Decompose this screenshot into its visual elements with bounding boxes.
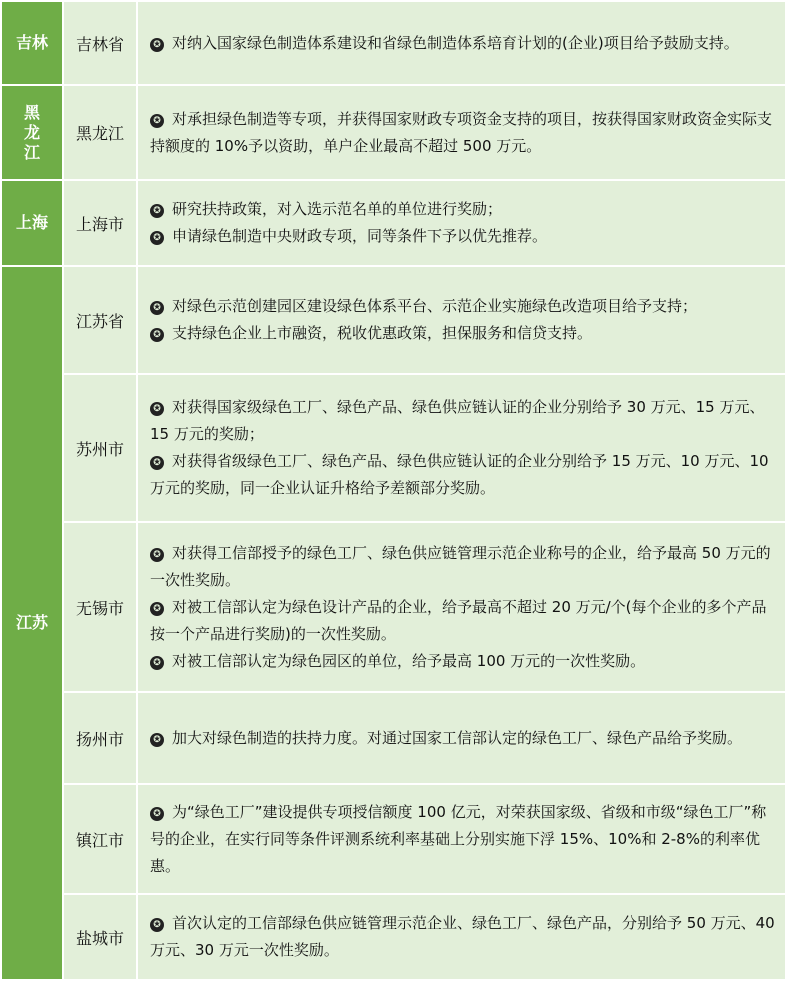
policy-item: ✪ 研究扶持政策，对入选示范名单的单位进行奖励； [150,196,775,223]
table-row [1,85,786,180]
policy-content [137,692,786,784]
star-bullet-icon: ✪ [150,807,164,821]
table-row [1,784,786,894]
policy-content [137,784,786,894]
star-bullet-icon: ✪ [150,231,164,245]
star-bullet-icon: ✪ [150,602,164,616]
star-bullet-icon: ✪ [150,548,164,562]
star-bullet-icon: ✪ [150,456,164,470]
policy-content [137,894,786,980]
policy-content [137,374,786,522]
table-row [1,374,786,522]
star-bullet-icon: ✪ [150,114,164,128]
policy-item: ✪ 为“绿色工厂”建设提供专项授信额度 100 亿元，对荣获国家级、省级和市级“绿色工厂”称号的企业，在实行同等条件评测系统利率基础上分别实施下浮 15%、10%和 2-8%的利率优惠。 [150,802,767,875]
province-cell: 吉林 [1,1,63,85]
star-bullet-icon: ✪ [150,204,164,218]
province-cell: 上海 [1,180,63,266]
star-bullet-icon: ✪ [150,301,164,315]
policy-item: ✪ 首次认定的工信部绿色供应链管理示范企业、绿色工厂、绿色产品，分别给予 50 万元、40 万元、30 万元一次性奖励。 [150,914,775,959]
city-cell: 无锡市 [63,522,137,692]
policy-item: ✪ 支持绿色企业上市融资，税收优惠政策，担保服务和信贷支持。 [150,320,775,347]
table-row [1,522,786,692]
policy-content [137,180,786,266]
city-cell: 苏州市 [63,374,137,522]
policy-item: ✪ 对被工信部认定为绿色设计产品的企业，给予最高不超过 20 万元/个(每个企业的多个产品按一个产品进行奖励)的一次性奖励。 [150,597,767,643]
city-cell: 吉林省 [63,1,137,85]
table-row [1,894,786,980]
policy-item: ✪ 对获得省级绿色工厂、绿色产品、绿色供应链认证的企业分别给予 15 万元、10 万元、10 万元的奖励，同一企业认证升格给予差额部分奖励。 [150,452,769,497]
city-cell: 盐城市 [63,894,137,980]
table-row [1,180,786,266]
province-cell: 江苏 [1,266,63,980]
city-cell: 镇江市 [63,784,137,894]
policy-item: ✪ 对获得国家级绿色工厂、绿色产品、绿色供应链认证的企业分别给予 30 万元、15 万元、15 万元的奖励； [150,398,765,443]
star-bullet-icon: ✪ [150,656,164,670]
city-cell: 江苏省 [63,266,137,374]
policy-content [137,85,786,180]
star-bullet-icon: ✪ [150,328,164,342]
policy-content [137,266,786,374]
city-cell: 扬州市 [63,692,137,784]
policy-item: ✪ 申请绿色制造中央财政专项，同等条件下予以优先推荐。 [150,223,775,250]
star-bullet-icon: ✪ [150,402,164,416]
table-row [1,692,786,784]
policy-content [137,522,786,692]
table-row [1,1,786,85]
policy-item: ✪ 对获得工信部授予的绿色工厂、绿色供应链管理示范企业称号的企业，给予最高 50 万元的一次性奖励。 [150,543,771,589]
city-cell: 黑龙江 [63,85,137,180]
star-bullet-icon: ✪ [150,38,164,52]
star-bullet-icon: ✪ [150,918,164,932]
province-cell: 黑 龙 江 [1,85,63,180]
star-bullet-icon: ✪ [150,733,164,747]
table-row [1,266,786,374]
policy-item: ✪ 对被工信部认定为绿色园区的单位，给予最高 100 万元的一次性奖励。 [150,648,775,675]
policy-item: ✪ 对纳入国家绿色制造体系建设和省绿色制造体系培育计划的(企业)项目给予鼓励支持。 [150,30,775,57]
policy-item: ✪ 对承担绿色制造等专项，并获得国家财政专项资金支持的项目，按获得国家财政资金实际支持额度的 10%予以资助，单户企业最高不超过 500 万元。 [150,109,773,155]
policy-item: ✪ 对绿色示范创建园区建设绿色体系平台、示范企业实施绿色改造项目给予支持； [150,293,775,320]
policy-content [137,1,786,85]
city-cell: 上海市 [63,180,137,266]
policy-item: ✪ 加大对绿色制造的扶持力度。对通过国家工信部认定的绿色工厂、绿色产品给予奖励。 [150,725,775,752]
